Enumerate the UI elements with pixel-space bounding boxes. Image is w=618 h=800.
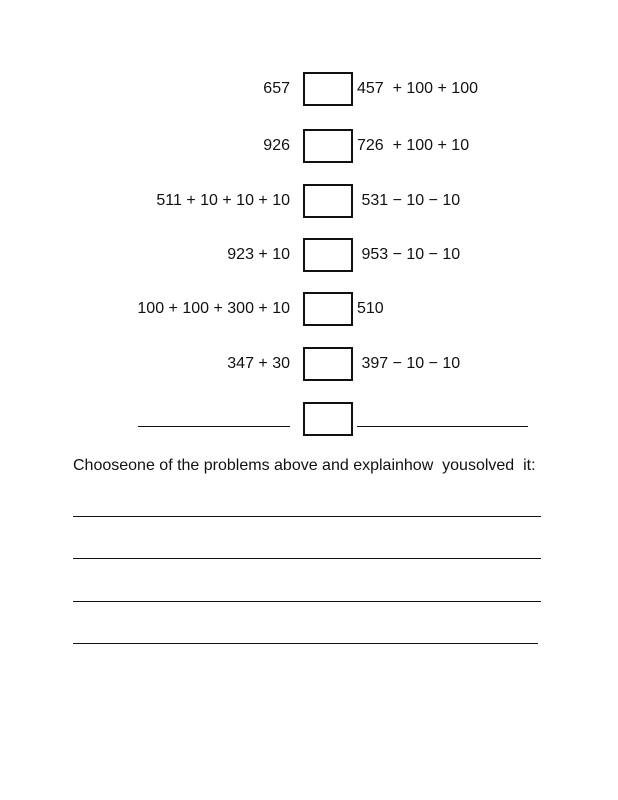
left-expression: 100 + 100 + 300 + 10	[137, 300, 290, 317]
right-expression: 397 − 10 − 10	[357, 355, 461, 372]
problem-row-blank	[0, 402, 618, 436]
right-expression: 726 + 100 + 10	[357, 137, 470, 154]
left-expression: 657	[263, 80, 290, 97]
answer-line[interactable]	[73, 601, 541, 602]
problem-row-3	[0, 184, 618, 218]
answer-line[interactable]	[73, 643, 538, 644]
comparison-answer-box[interactable]	[303, 72, 353, 106]
right-expression: 531 − 10 − 10	[357, 192, 461, 209]
comparison-answer-box[interactable]	[303, 184, 353, 218]
right-expression: 510	[357, 300, 384, 317]
right-expression: 953 − 10 − 10	[357, 246, 461, 263]
left-expression: 926	[263, 137, 290, 154]
comparison-answer-box[interactable]	[303, 129, 353, 163]
answer-line[interactable]	[73, 558, 541, 559]
left-expression: 923 + 10	[227, 246, 290, 263]
right-blank-line[interactable]	[357, 426, 528, 427]
right-expression: 457 + 100 + 100	[357, 80, 478, 97]
problem-row-2	[0, 129, 618, 163]
left-blank-line[interactable]	[138, 426, 290, 427]
answer-line[interactable]	[73, 516, 541, 517]
explanation-prompt: Chooseone of the problems above and explainhow yousolved it:	[73, 457, 536, 474]
problem-row-6	[0, 347, 618, 381]
left-expression: 347 + 30	[227, 355, 290, 372]
problem-row-1	[0, 72, 618, 106]
left-expression: 511 + 10 + 10 + 10	[156, 192, 290, 209]
comparison-answer-box[interactable]	[303, 292, 353, 326]
comparison-answer-box[interactable]	[303, 238, 353, 272]
comparison-answer-box[interactable]	[303, 347, 353, 381]
comparison-answer-box[interactable]	[303, 402, 353, 436]
problem-row-5	[0, 292, 618, 326]
problem-row-4	[0, 238, 618, 272]
